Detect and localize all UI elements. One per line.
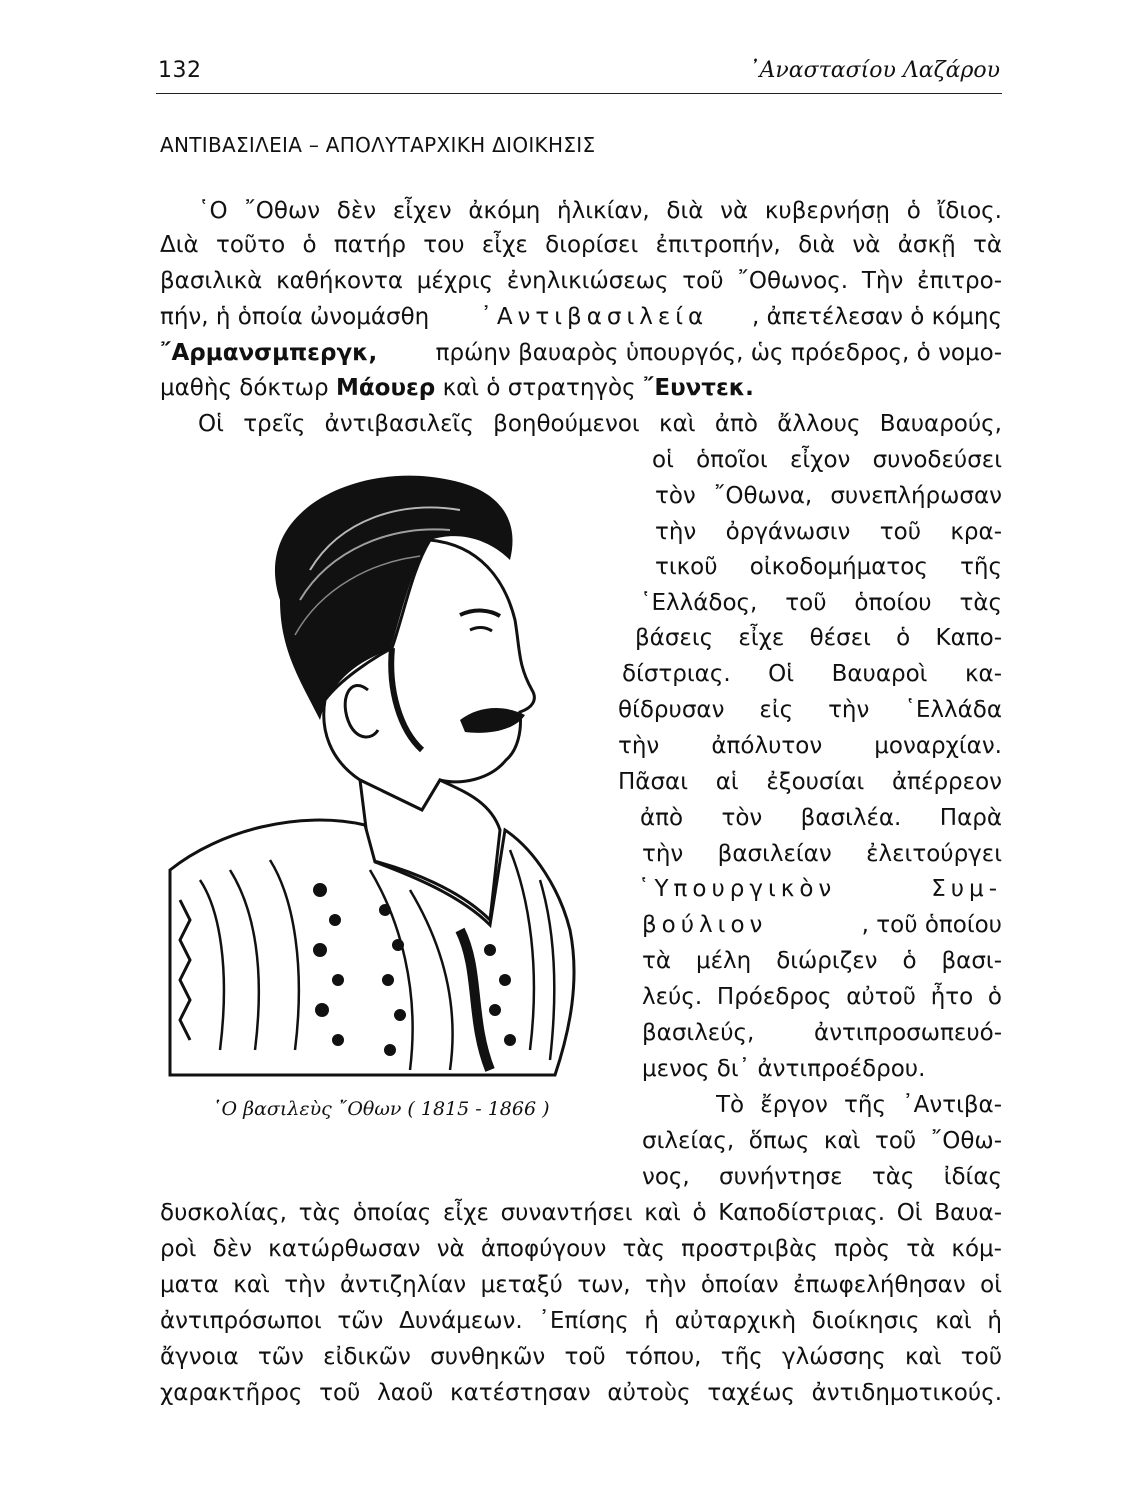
- paragraph-2-line: τικοῦ οἰκοδομήματος τῆς: [655, 554, 1002, 580]
- paragraph-2-line: λεύς. Πρόεδρος αὐτοῦ ἦτο ὁ: [642, 984, 1002, 1010]
- name-mauer: Μάουερ: [335, 375, 436, 401]
- paragraph-1-line: ῎Αρμανσμπεργκ, πρώην βαυαρὸς ὑπουργός, ὡς πρόεδρος, ὁ νομο-: [160, 336, 1002, 370]
- figure-caption: ῾Ο βασιλεὺς ῎Οθων ( 1815 - 1866 ): [212, 1098, 550, 1120]
- header-rule: [156, 93, 1002, 94]
- paragraph-2-line: Οἱ τρεῖς ἀντιβασιλεῖς βοηθούμενοι καὶ ἀπὸ ἄλλους Βαυαρούς,: [198, 411, 1002, 437]
- name-heideck: ῎Ευντεκ.: [642, 375, 754, 401]
- paragraph-2-line: βάσεις εἶχε θέσει ὁ Καπο-: [635, 625, 1002, 651]
- paragraph-2-line: τὸν ῎Οθωνα, συνεπλήρωσαν: [655, 483, 1002, 509]
- paragraph-1-line: Διὰ τοῦτο ὁ πατήρ του εἶχε διορίσει ἐπιτροπήν, διὰ νὰ ἀσκῇ τὰ: [160, 232, 1002, 258]
- paragraph-2-line: τὴν βασιλείαν ἐλειτούργει: [642, 841, 1002, 867]
- paragraph-2-line: μενος δι᾿ ἀντιπροέδρου.: [642, 1056, 926, 1082]
- paragraph-2-line: βασιλεύς, ἀντιπροσωπευό-: [642, 1020, 1002, 1046]
- paragraph-2-line: βούλιον , τοῦ ὁποίου: [642, 908, 1002, 942]
- section-heading: ΑΝΤΙΒΑΣΙΛΕΙΑ – ΑΠΟΛΥΤΑΡΧΙΚΗ ΔΙΟΙΚΗΣΙΣ: [160, 133, 596, 157]
- paragraph-1-line: βασιλικὰ καθήκοντα μέχρις ἐνηλικιώσεως τοῦ ῎Οθωνος. Τὴν ἐπιτρο-: [160, 268, 1002, 294]
- paragraph-2-line: τὰ μέλη διώριζεν ὁ βασι-: [642, 948, 1002, 974]
- paragraph-2-line: ἀπὸ τὸν βασιλέα. Παρὰ: [640, 805, 1002, 831]
- term-antivasileia: ᾿Αντιβασιλεία: [480, 304, 709, 330]
- page-number: 132: [158, 58, 202, 83]
- paragraph-2-line: τὴν ὀργάνωσιν τοῦ κρα-: [655, 519, 1002, 545]
- paragraph-3-line: ματα καὶ τὴν ἀντιζηλίαν μεταξύ των, τὴν ὁποίαν ἐπωφελήθησαν οἱ: [160, 1272, 1002, 1298]
- paragraph-3-line: δυσκολίας, τὰς ὁποίας εἶχε συναντήσει καὶ ὁ Καποδίστριας. Οἱ Βαυα-: [160, 1200, 1002, 1226]
- term-sym: Συμ-: [931, 876, 1002, 902]
- paragraph-3-line: ἀντιπρόσωποι τῶν Δυνάμεων. ᾿Επίσης ἡ αὐταρχικὴ διοίκησις καὶ ἡ: [160, 1308, 1002, 1334]
- running-head: ᾿Αναστασίου Λαζάρου: [748, 58, 1000, 83]
- paragraph-3-line: ροὶ δὲν κατώρθωσαν νὰ ἀποφύγουν τὰς προστριβὰς πρὸς τὰ κόμ-: [160, 1236, 1002, 1262]
- term-vouleion: βούλιον: [642, 912, 768, 938]
- king-otto-portrait: [160, 450, 620, 1090]
- paragraph-2-line: δίστριας. Οἱ Βαυαροὶ κα-: [622, 661, 1002, 687]
- paragraph-2-line: [638, 872, 1002, 906]
- paragraph-2-line: οἱ ὁποῖοι εἶχον συνοδεύσει: [652, 447, 1002, 473]
- paragraph-2-line: θίδρυσαν εἰς τὴν ῾Ελλάδα: [618, 697, 1002, 723]
- paragraph-2-line: τὴν ἀπόλυτον μοναρχίαν.: [618, 733, 1002, 759]
- paragraph-3-line: νος, συνήντησε τὰς ἰδίας: [642, 1164, 1002, 1190]
- paragraph-2-line: ῾Ελλάδος, τοῦ ὁποίου τὰς: [640, 590, 1002, 616]
- name-armansperg: ῎Αρμανσμπεργκ,: [160, 340, 378, 366]
- paragraph-3-line: ἄγνοια τῶν εἰδικῶν συνθηκῶν τοῦ τόπου, τῆς γλώσσης καὶ τοῦ: [160, 1344, 1002, 1370]
- paragraph-2-line: Πᾶσαι αἱ ἐξουσίαι ἀπέρρεον: [618, 769, 1002, 795]
- paragraph-3-line: χαρακτῆρος τοῦ λαοῦ κατέστησαν αὐτοὺς ταχέως ἀντιδημοτικούς.: [160, 1380, 1002, 1406]
- paragraph-3-line: Τὸ ἔργον τῆς ᾿Αντιβα-: [716, 1092, 1002, 1118]
- paragraph-1-line: ῾Ο ῎Οθων δὲν εἶχεν ἀκόμη ἡλικίαν, διὰ νὰ κυβερνήσῃ ὁ ἴδιος.: [198, 198, 1002, 224]
- term-ypourgikon: ῾Υπουργικὸν: [638, 876, 837, 902]
- paragraph-1-line: μαθὴς δόκτωρ Μάουερ καὶ ὁ στρατηγὸς ῎Ευντεκ.: [160, 375, 754, 401]
- paragraph-1-line: πήν, ἡ ὁποία ὠνομάσθη ᾿Αντιβασιλεία , ἀπετέλεσαν ὁ κόμης: [160, 300, 1002, 334]
- paragraph-3-line: σιλείας, ὅπως καὶ τοῦ ῎Οθω-: [642, 1128, 1002, 1154]
